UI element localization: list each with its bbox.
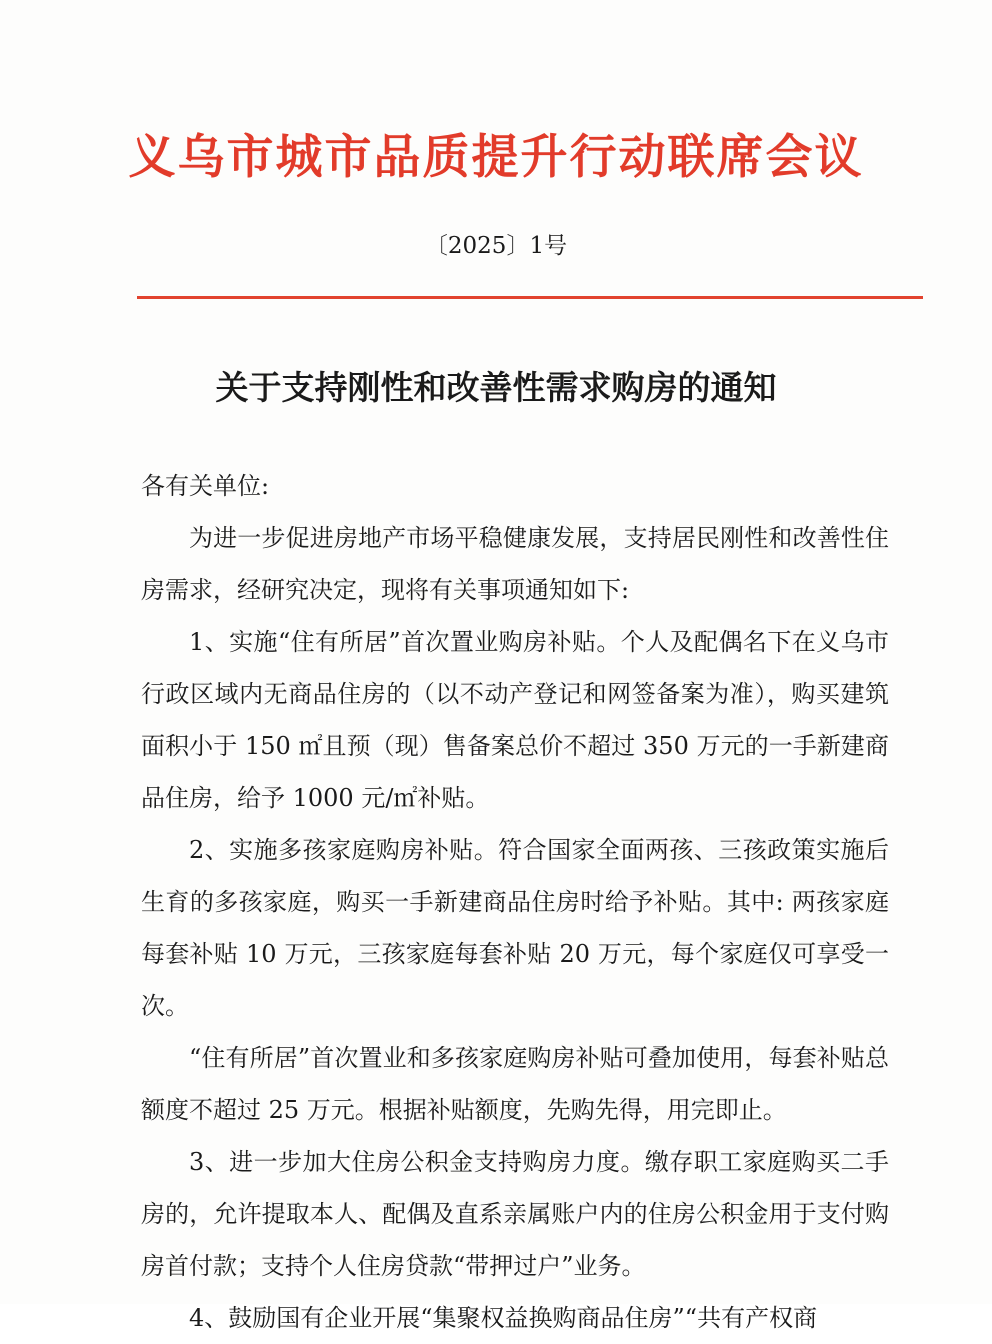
document-number: 〔2025〕1号 bbox=[424, 233, 568, 259]
notice-body bbox=[141, 460, 889, 1344]
paragraph-item-3: 3、进一步加大住房公积金支持购房力度。缴存职工家庭购买二手房的，允许提取本人、配偶及直系亲属账户内的住房公积金用于支付购房首付款；支持个人住房贷款“带押过户”业务。 bbox=[141, 1148, 889, 1280]
salutation: 各有关单位: bbox=[141, 472, 270, 500]
paragraph-intro: 为进一步促进房地产市场平稳健康发展，支持居民刚性和改善性住房需求，经研究决定，现将有关事项通知如下: bbox=[141, 524, 889, 604]
red-divider-line bbox=[137, 296, 923, 299]
paragraph-item-1: 1、实施“住有所居”首次置业购房补贴。个人及配偶名下在义乌市行政区域内无商品住房的（以不动产登记和网签备案为准），购买建筑面积小于 150 ㎡且预（现）售备案总价不超过 350 万元的一手新建商品住房，给予 1000 元/㎡补贴。 bbox=[141, 628, 889, 812]
paragraph-subsidy-stacking: “住有所居”首次置业和多孩家庭购房补贴可叠加使用，每套补贴总额度不超过 25 万元。根据补贴额度，先购先得，用完即止。 bbox=[141, 1044, 889, 1124]
paragraph-item-2: 2、实施多孩家庭购房补贴。符合国家全面两孩、三孩政策实施后生育的多孩家庭，购买一手新建商品住房时给予补贴。其中: 两孩家庭每套补贴 10 万元，三孩家庭每套补贴 20 万元，每个家庭仅可享受一次。 bbox=[141, 836, 889, 1020]
notice-title: 关于支持刚性和改善性需求购房的通知 bbox=[215, 368, 777, 407]
issuer-masthead: 义乌市城市品质提升行动联席会议 bbox=[128, 130, 864, 185]
paragraph-item-4: 4、鼓励国有企业开展“集聚权益换购商品住房”“共有产权商 bbox=[189, 1304, 818, 1332]
